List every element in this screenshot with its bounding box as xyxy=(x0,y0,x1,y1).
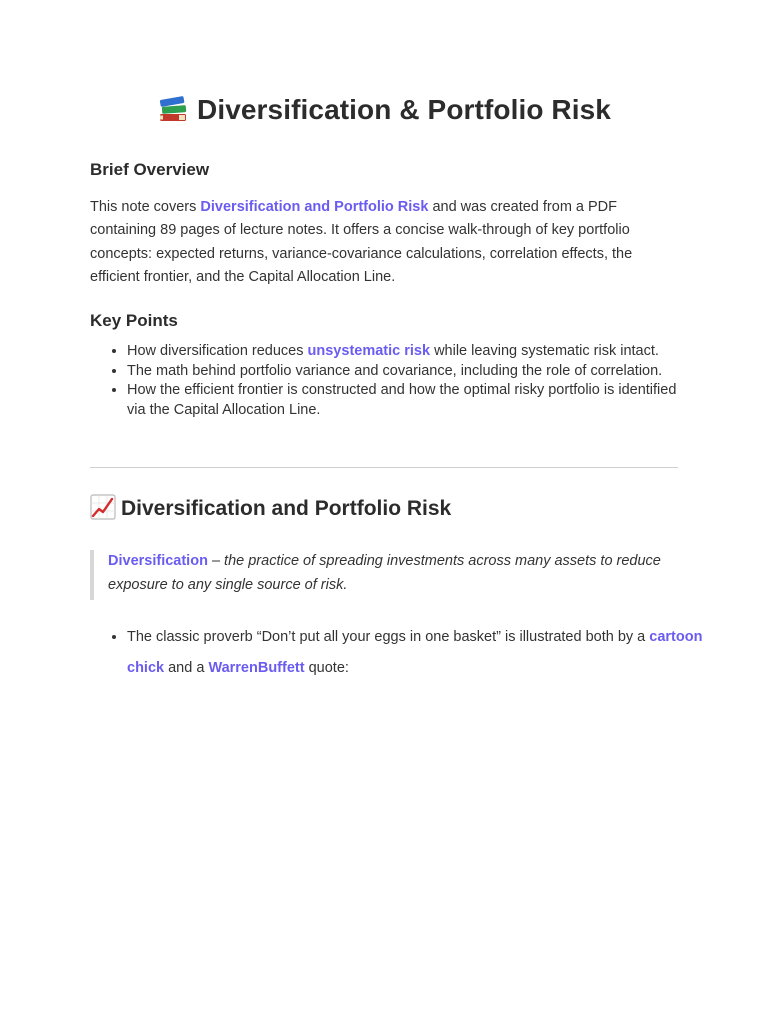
key-points-list xyxy=(90,342,687,420)
page-title xyxy=(0,92,768,131)
list-item: • How the efficient frontier is constructed and how the optimal risky portfolio is identified via the Capital Allocation Line. xyxy=(127,381,687,420)
overview-text-start: This note covers xyxy=(90,199,201,215)
list-item: • The math behind portfolio variance and covariance, including the role of correlation. xyxy=(127,362,687,382)
unsystematic-risk-link[interactable]: unsystematic risk xyxy=(307,343,431,359)
definition-text: the practice of spreading investments across many assets to reduce exposure to any single source of risk. xyxy=(108,553,661,593)
proverb-text: The classic proverb “Don’t put all your eggs in one basket” is illustrated both by a xyxy=(127,629,650,645)
cartoon-chick-link[interactable]: cartoon chick xyxy=(127,629,703,676)
overview-topic-link[interactable]: Diversification and Portfolio Risk xyxy=(200,199,429,215)
list-item xyxy=(127,622,707,684)
overview-text-end: and was created from a PDF containing 89 pages of lecture notes. It offers a concise walk-through of key portfolio concepts: expected returns, variance-covariance calculations, correlation effects, the efficient frontier, and the Capital Allocation Line. xyxy=(90,199,633,285)
key-point-1-end: while leaving systematic risk intact. xyxy=(430,343,659,359)
definition-term[interactable]: Diversification xyxy=(108,553,208,569)
section-heading xyxy=(90,494,451,526)
key-points-heading: Key Points xyxy=(90,311,178,330)
overview-paragraph xyxy=(90,196,680,289)
overview-heading: Brief Overview xyxy=(90,160,210,179)
books-icon xyxy=(157,92,189,131)
warren-buffett-link[interactable]: WarrenBuffett xyxy=(208,660,305,676)
chart-increasing-icon xyxy=(90,494,116,526)
definition-dash: – xyxy=(207,553,225,569)
proverb-middle: and a xyxy=(164,660,209,676)
page-title-text: Diversification & Portfolio Risk xyxy=(197,94,611,125)
section-divider xyxy=(90,467,678,468)
definition-callout xyxy=(90,550,688,600)
detail-list xyxy=(90,622,707,684)
key-point-1-start: How diversification reduces xyxy=(127,343,308,359)
section-heading-text: Diversification and Portfolio Risk xyxy=(121,497,452,520)
proverb-end: quote: xyxy=(304,660,349,676)
list-item xyxy=(127,342,687,362)
